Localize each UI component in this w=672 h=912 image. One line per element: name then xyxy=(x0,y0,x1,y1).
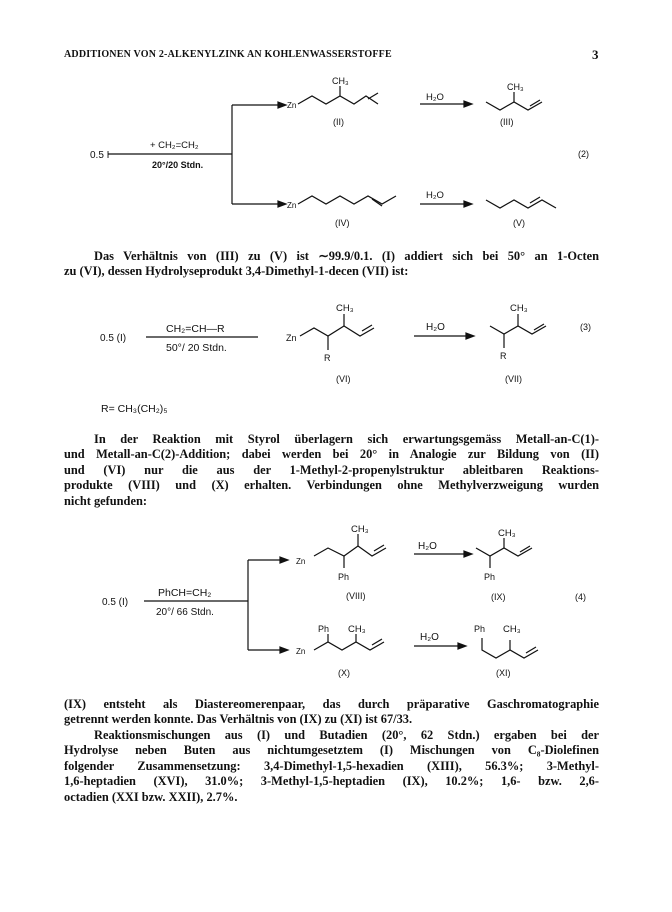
text-line: In der Reaktion mit Styrol überlagern sich erwartungsgemäss Metall-an-C(1)- xyxy=(94,432,599,446)
compound-label-iii: (III) xyxy=(500,117,514,127)
reaction-scheme-2 xyxy=(0,62,672,242)
ch3-label: CH₃ xyxy=(510,303,528,314)
scheme3-conditions: 50°/ 20 Stdn. xyxy=(166,342,227,354)
r-label: R xyxy=(324,353,331,363)
text-line: octadien (XXI bzw. XXII), 2.7%. xyxy=(64,789,238,804)
text-line: Das Verhältnis von (III) zu (V) ist ∼99.9/0.1. (I) addiert sich bei 50° an 1-Octen xyxy=(94,249,599,263)
scheme2-reagent: + CH₂=CH₂ xyxy=(150,140,199,151)
scheme2-reactant: 0.5 I xyxy=(90,150,110,161)
compound-label-ix: (IX) xyxy=(491,592,506,602)
compound-label-v: (V) xyxy=(513,218,525,228)
ph-label: Ph xyxy=(318,624,330,634)
ph-label: Ph xyxy=(484,572,496,582)
zn-label: Zn xyxy=(287,101,297,110)
h2o-label: H₂O xyxy=(426,92,444,103)
text-line: Hydrolyse neben Buten aus nichtumgesetztem (I) Mischungen von C₈-Diolefinen xyxy=(64,743,599,758)
ph-label: Ph xyxy=(474,624,486,634)
ch3-label: CH₃ xyxy=(336,303,354,314)
r-label: R xyxy=(500,351,507,361)
text-line: und (VI) nur die aus der 1-Methyl-2-propenylstruktur ableitbaren Reaktions- xyxy=(64,462,599,477)
scheme2-conditions: 20°/20 Stdn. xyxy=(152,160,204,170)
compound-label-x: (X) xyxy=(338,668,350,678)
compound-label-viii: (VIII) xyxy=(346,591,366,601)
text-line: folgender Zusammensetzung: 3,4-Dimethyl-1,5-hexadien (XIII), 56.3%; 3-Methyl- xyxy=(64,758,599,773)
text-line: nicht gefunden: xyxy=(64,493,147,508)
ch3-label: CH₃ xyxy=(507,82,524,92)
compound-label-xi: (XI) xyxy=(496,668,511,678)
scheme4-reactant: 0.5 (I) xyxy=(102,597,129,608)
text-line: produkte (VIII) und (X) erhalten. Verbindungen ohne Methylverzweigung wurden xyxy=(64,478,599,493)
zn-label: Zn xyxy=(296,557,306,566)
paragraph-4 xyxy=(64,728,599,805)
paragraph-1 xyxy=(64,249,599,280)
page-number: 3 xyxy=(592,47,599,62)
compound-label-ii: (II) xyxy=(333,117,344,127)
equation-number-4: (4) xyxy=(575,592,586,602)
scheme4-reagent: PhCH=CH₂ xyxy=(158,587,212,599)
paragraph-2 xyxy=(64,432,599,509)
text-line: Reaktionsmischungen aus (I) und Butadien (20°, 62 Stdn.) ergaben bei der xyxy=(94,728,599,742)
ph-label: Ph xyxy=(338,572,350,582)
h2o-label: H₂O xyxy=(418,541,437,552)
compound-label-vi: (VI) xyxy=(336,374,351,384)
text-line: (IX) entsteht als Diastereomerenpaar, das durch präparative Gaschromatographie xyxy=(64,697,599,711)
text-line: 1,6-heptadien (XVI), 31.0%; 3-Methyl-1,5-heptadien (IX), 10.2%; 1,6- bzw. 2,6- xyxy=(64,774,599,789)
text-line: zu (VI), dessen Hydrolyseprodukt 3,4-Dimethyl-1-decen (VII) ist: xyxy=(64,264,409,279)
compound-label-vii: (VII) xyxy=(505,374,522,384)
h2o-label: H₂O xyxy=(420,632,439,643)
h2o-label: H₂O xyxy=(426,322,445,333)
ch3-label: CH₃ xyxy=(351,524,369,535)
ch3-label: CH₃ xyxy=(498,528,516,539)
h2o-label: H₂O xyxy=(426,190,444,201)
scheme3-reactant: 0.5 (I) xyxy=(100,333,127,344)
running-title: ADDITIONEN VON 2-ALKENYLZINK AN KOHLENWASSERSTOFFE xyxy=(64,49,392,60)
zn-label: Zn xyxy=(296,647,306,656)
scheme4-conditions: 20°/ 66 Stdn. xyxy=(156,607,214,618)
text-line: und Metall-an-C(2)-Addition; dabei werden bei 20° in Analogie zur Bildung von (II) xyxy=(64,447,599,462)
ch3-label: CH₃ xyxy=(332,76,349,86)
paragraph-3 xyxy=(64,697,599,728)
compound-label-iv: (IV) xyxy=(335,218,350,228)
reaction-scheme-4 xyxy=(0,518,672,693)
zn-label: Zn xyxy=(287,201,297,210)
equation-number-2: (2) xyxy=(578,149,589,159)
reaction-scheme-3 xyxy=(0,290,672,395)
ch3-label: CH₃ xyxy=(348,624,366,635)
scheme3-reagent: CH₂=CH—R xyxy=(166,323,225,335)
ch3-label: CH₃ xyxy=(503,624,521,635)
text-line: getrennt werden konnte. Das Verhältnis von (IX) zu (XI) ist 67/33. xyxy=(64,712,413,727)
equation-number-3: (3) xyxy=(580,322,591,332)
zn-label: Zn xyxy=(286,333,297,343)
r-definition: R= CH₃(CH₂)₅ xyxy=(101,403,168,415)
